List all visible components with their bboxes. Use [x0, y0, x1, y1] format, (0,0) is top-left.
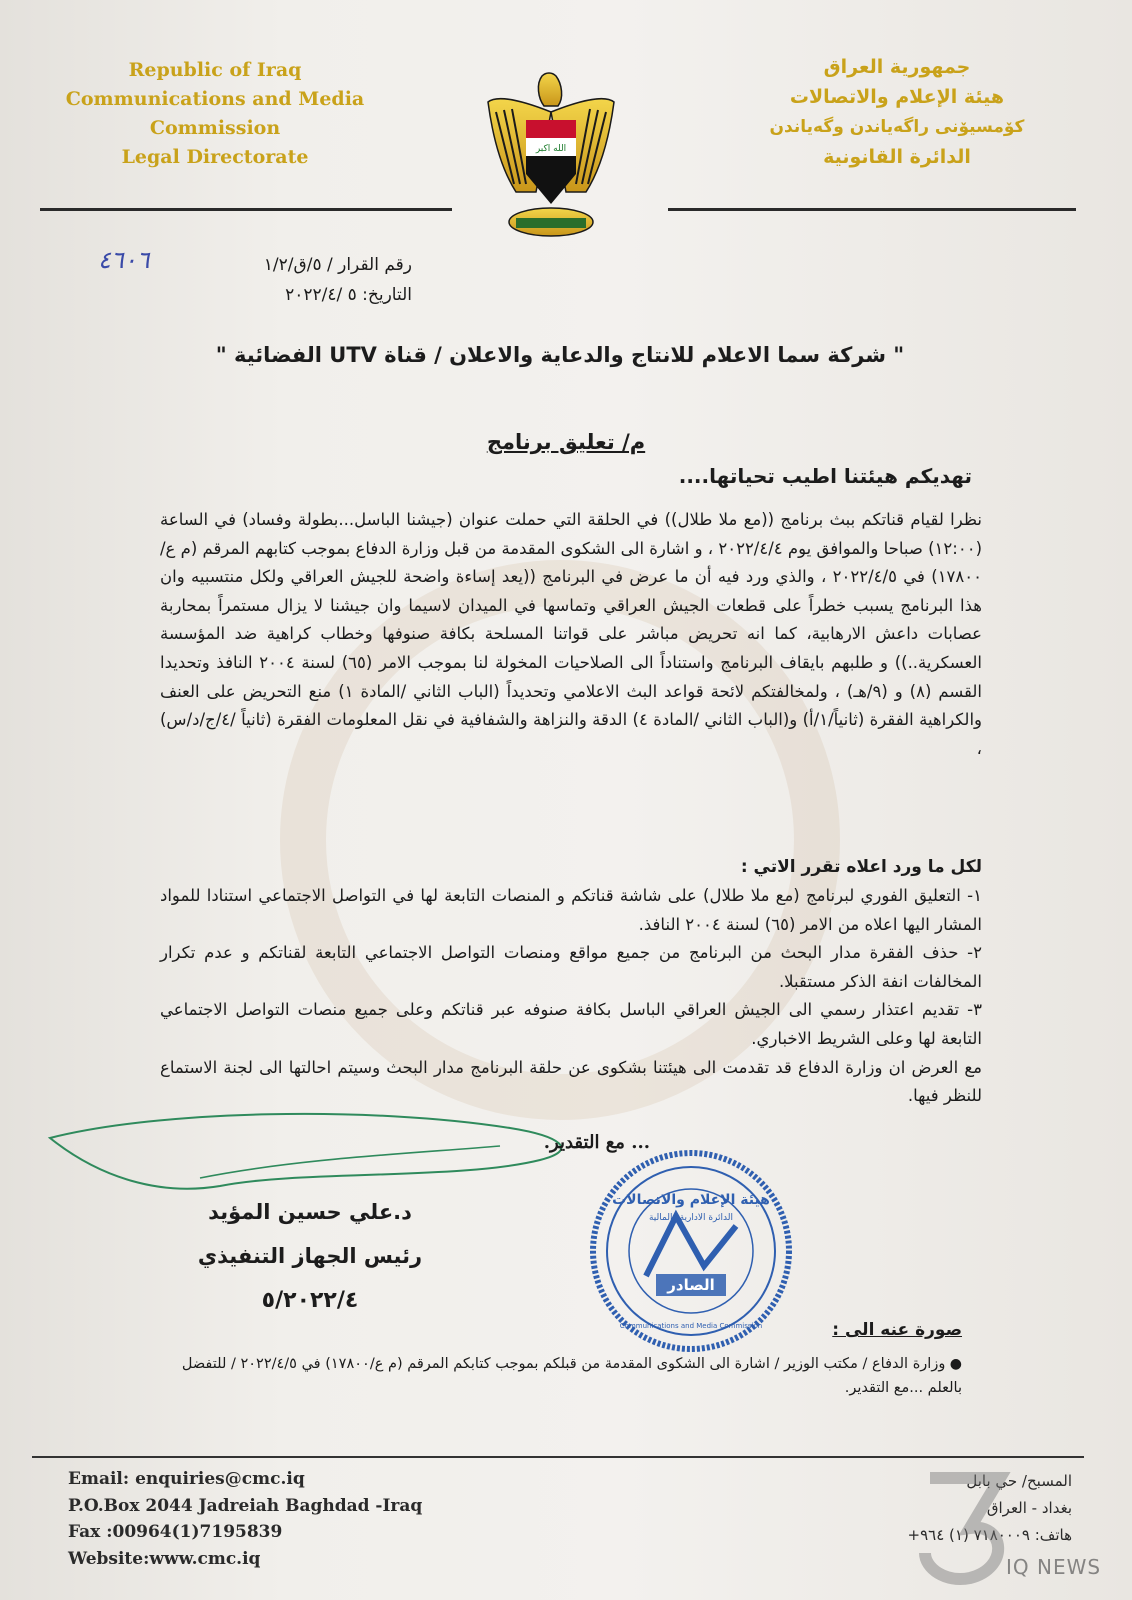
header-rule-left: [40, 208, 452, 211]
footer-english: [68, 1466, 488, 1572]
document-date: التاريخ: ٥ /٢٠٢٢/٤: [285, 285, 412, 305]
decision-item: ٣- تقديم اعتذار رسمي الى الجيش العراقي الباسل بكافة صنوفه عبر قناتكم وعلى جميع منصات التواصل الاجتماعي التابعة لها وعلى الشريط الاخباري.: [160, 1000, 982, 1048]
header-english-line: Legal Directorate: [121, 146, 309, 168]
handwritten-signature-icon: [40, 1108, 600, 1198]
header-english-line: Communications and Media: [65, 88, 365, 110]
stamp-ring-text: Communications and Media Commission: [619, 1322, 763, 1330]
header-english: [60, 56, 370, 172]
recipient: " شركة سما الاعلام للانتاج والدعاية والاعلان / قناة UTV الفضائية ": [215, 343, 905, 367]
footer-address: المسبح/ حي بابل: [966, 1472, 1072, 1490]
header-arabic-line: الدائرة القانونية: [823, 146, 971, 168]
body-paragraph: نظرا لقيام قناتكم ببث برنامج ((مع ملا طلال)) في الحلقة التي حملت عنوان (جيشنا الباسل...بطولة وفساد) في الساعة (١٢:٠٠) صباحا والموافق يوم ٢٠٢٢/٤/٤ ، و اشارة الى الشكوى المقدمة من قبل وزارة الدفاع بموجب كتابهم المرقم (م ع/١٧٨٠٠) في ٢٠٢٢/٤/٥ ، والذي ورد فيه أن ما عرض في البرنامج ((يعد إساءة واضحة للجيش العراقي ولكل منتسبيه وان هذا البرنامج يسبب خطراً على قطعات الجيش العراقي وتماسها في الميدان لاسيما وان جيشنا لا يزال مستمراً بمحاربة عصابات داعش الارهابية، كما انه تحريض مباشر على قواتنا المسلحة بكافة صنوفها وخطاب كراهية ضد المؤسسة العسكرية..)) و طلبهم بايقاف البرنامج واستناداً الى الصلاحيات المخولة لنا بموجب الامر (٦٥) لسنة ٢٠٠٤ النافذ وتحديدا القسم (٨) و (٩/هـ) ، ولمخالفتكم لائحة قواعد البث الاعلامي وتحديداً (الباب الثاني /المادة ١) منع التحريض على العنف والكراهية الفقرة (ثانياً/١/أ) و(الباب الثاني /المادة ٤) الدقة والنزاهة والشفافية في نقل المعلومات الفقرة (ثانياً /٤/ج/د/س) ،: [160, 510, 983, 758]
reference-block: [152, 250, 412, 310]
header-arabic-line: كۆمسیۆنی راگەیاندن وگەیاندن: [769, 117, 1025, 137]
footer-city: بغداد - العراق: [986, 1499, 1072, 1517]
footer-phone: هاتف: ٧١٨٠٠٠٩ (١) ٩٦٤+: [907, 1526, 1072, 1544]
header-arabic-line: هيئة الإعلام والاتصالات: [789, 86, 1005, 108]
stamp-top-text: هيئة الإعلام والاتصالات: [612, 1192, 770, 1208]
stamp-center-text: الصادر: [667, 1276, 715, 1294]
iraq-eagle-emblem-icon: [486, 72, 616, 248]
signature-date: ٥/٢٠٢٢/٤: [261, 1288, 359, 1313]
greeting: تهديكم هيئتنا اطيب تحياتها....: [678, 464, 972, 488]
decision-item: مع العرض ان وزارة الدفاع قد تقدمت الى هيئتنا بشكوى عن حلقة البرنامج مدار البحث وسيتم احالتها الى لجنة الاستماع للنظر فيها.: [160, 1057, 982, 1106]
footer-po-box: P.O.Box 2044 Jadreiah Baghdad -Iraq: [68, 1495, 423, 1516]
subject: م/ تعليق برنامج: [486, 430, 646, 454]
header-arabic: [732, 52, 1062, 172]
decision-list: [160, 882, 982, 1111]
footer-fax: Fax :00964(1)7195839: [68, 1522, 283, 1542]
footer-website: Website:www.cmc.iq: [68, 1548, 261, 1569]
signatory-name: د.علي حسين المؤيد: [208, 1200, 412, 1224]
decision-item: ١- التعليق الفوري لبرنامج (مع ملا طلال) على شاشة قناتكم و المنصات التابعة لها في التواصل الاجتماعي استنادا للمواد المشار اليها اعلاه من الامر (٦٥) لسنة ٢٠٠٤ النافذ.: [160, 886, 982, 934]
decision-intro: لكل ما ورد اعلاه تقرر الاتي :: [740, 857, 982, 877]
closing: ... مع التقدير.: [543, 1132, 650, 1153]
decision-item: ٢- حذف الفقرة مدار البحث من البرنامج من جميع مواقع ومنصات التواصل الاجتماعي التابعة لقناتكم و عدم تكرار المخالفات انفة الذكر مستقبلا.: [160, 943, 982, 991]
cc-item: [172, 1352, 962, 1400]
body-text: [160, 506, 982, 763]
handwritten-number: ٤٦٠٦: [98, 246, 150, 274]
header-arabic-line: جمهورية العراق: [823, 56, 971, 78]
header-rule-right: [668, 208, 1076, 211]
footer-rule: [32, 1456, 1084, 1458]
svg-text:الله اكبر: الله اكبر: [535, 144, 567, 154]
bullet-icon: ●: [945, 1356, 962, 1372]
iq-news-logo-text: IQ NEWS: [1006, 1555, 1102, 1579]
cc-item-text: وزارة الدفاع / مكتب الوزير / اشارة الى الشكوى المقدمة من قبلكم بموجب كتابكم المرقم (م ع/١٧٨٠٠) في ٢٠٢٢/٤/٥ / للتفضل بالعلم ...مع التقدير.: [181, 1356, 962, 1396]
stamp-sub-text: الدائرة الادارية والمالية: [648, 1213, 734, 1223]
header-english-line: Commission: [149, 117, 281, 139]
header-english-line: Republic of Iraq: [128, 59, 302, 81]
cc-title: صورة عنه الى :: [832, 1320, 962, 1340]
footer-email: Email: enquiries@cmc.iq: [68, 1469, 305, 1489]
decision-number: رقم القرار / ٥/ق/١/٢: [263, 255, 412, 275]
signatory-title: رئيس الجهاز التنفيذي: [197, 1244, 423, 1268]
